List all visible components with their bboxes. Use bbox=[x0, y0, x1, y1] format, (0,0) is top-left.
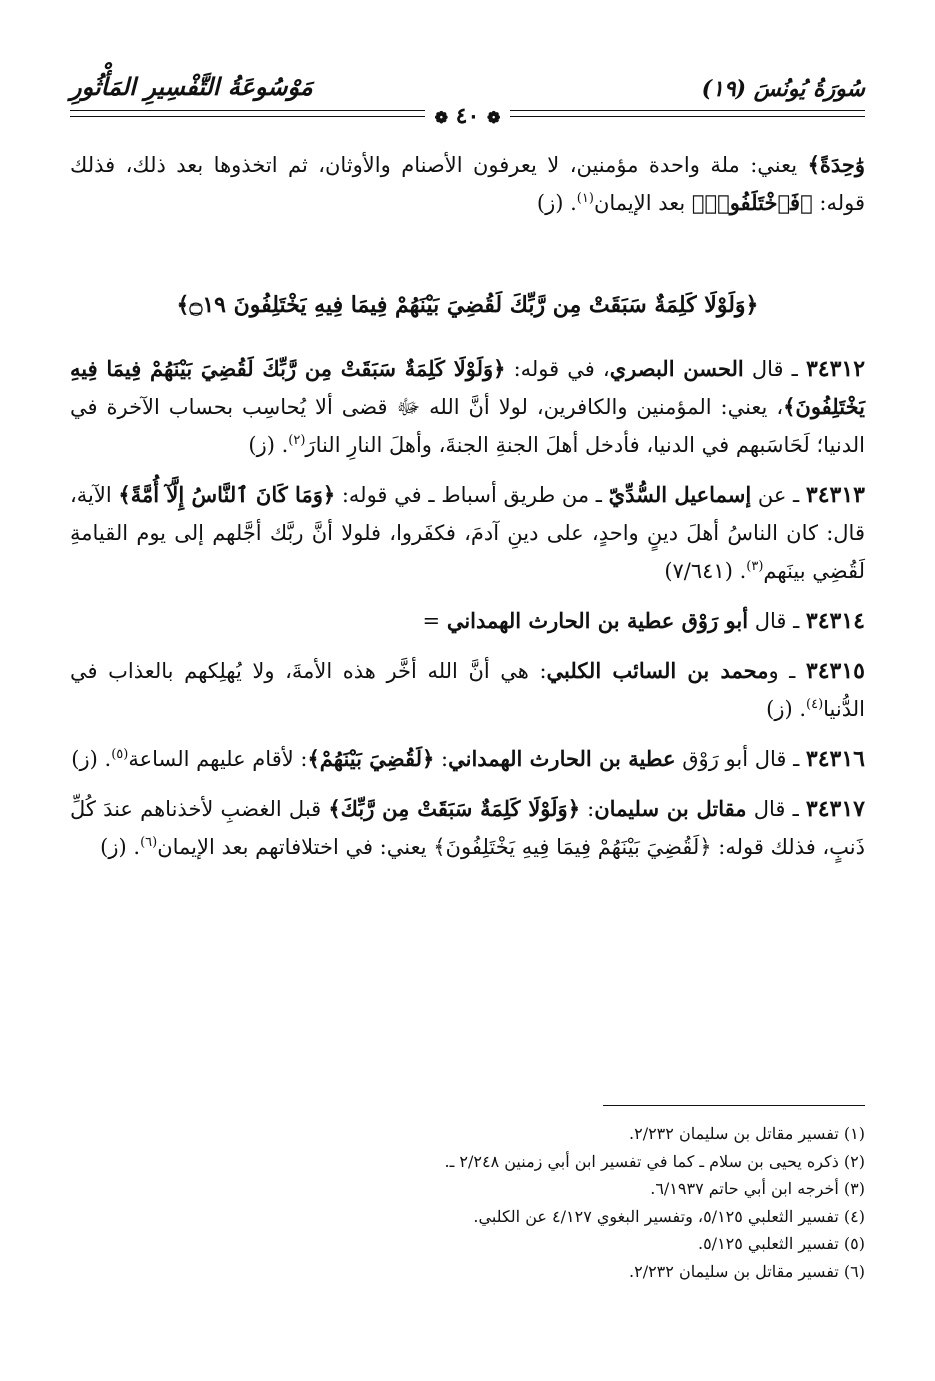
quran-quote: ﴿لَقُضِيَ بَيْنَهُمْ﴾ bbox=[307, 746, 435, 771]
quran-quote: ﴿وَمَا كَانَ ٱلنَّاسُ إِلَّآ أُمَّةً﴾ bbox=[118, 482, 336, 507]
entry-text: : هي أنَّ الله أخَّر هذه الأمةَ، ولا يُهلِكهم بالعذاب في الدُّنيا bbox=[70, 659, 865, 721]
page-number: ٤٠ bbox=[455, 103, 480, 129]
footnote: (٣) أخرجه ابن أبي حاتم ٦/١٩٣٧. bbox=[650, 1179, 865, 1198]
ayah-verse: ﴿وَلَوْلَا كَلِمَةٌ سَبَقَتْ مِن رَّبِّكَ لَقُضِيَ بَيْنَهُمْ فِيمَا فِيهِ يَخْتَلِفُونَ ۝١٩﴾ bbox=[176, 292, 759, 318]
hadith-entry bbox=[70, 652, 865, 728]
footnote: (١) تفسير مقاتل بن سليمان ٢/٢٣٢. bbox=[629, 1124, 865, 1143]
footnote-rule bbox=[603, 1105, 865, 1106]
footnote-marker: (٤) bbox=[806, 697, 824, 712]
surah-title: سُورَةُ يُونُسَ (١٩) bbox=[701, 76, 865, 102]
entry-lead: ـ عن bbox=[751, 483, 806, 507]
hadith-entry bbox=[70, 740, 865, 778]
narrator-name: مقاتل بن سليمان bbox=[594, 796, 747, 821]
entry-text: = bbox=[422, 609, 447, 633]
entry-number: ٣٤٣١٧ bbox=[805, 796, 865, 822]
footnote: (٢) ذكره يحيى بن سلام ـ كما في تفسير ابن أبي زمنين ٢/٢٤٨ ـ. bbox=[444, 1151, 865, 1171]
entry-text: ، يعني: المؤمنين والكافرين، لولا أنَّ الله ﷻ قضى ألا يُحاسِب بحساب الآخرة في الدنيا؛ لَحَاسَبهم في الدنيا، فأدخل أهلَ الجنةِ الجنةَ، وأهلَ النارِ النارَ bbox=[70, 395, 865, 457]
entry-text: . (ز) bbox=[766, 697, 807, 721]
book-title: مَوْسُوعَةُ التَّفْسِيرِ المَأْثُورِ bbox=[70, 72, 313, 101]
ornament-icon: ❁ bbox=[434, 108, 448, 127]
spacer bbox=[70, 590, 865, 602]
narrator-name: الحسن البصري bbox=[609, 356, 744, 381]
main-text bbox=[70, 146, 865, 866]
hadith-entry bbox=[70, 350, 865, 464]
entry-lead: ـ قال أبو رَوْق bbox=[675, 747, 806, 771]
intro-text-2: بعد الإيمان bbox=[593, 191, 692, 215]
entry-number: ٣٤٣١٤ bbox=[805, 608, 865, 634]
footnotes bbox=[70, 1120, 865, 1285]
entry-text: ـ من طريق أسباط ـ في قوله: bbox=[335, 483, 609, 507]
hadith-entry bbox=[70, 476, 865, 590]
narrator-name: أبو رَوْق عطية بن الحارث الهمداني bbox=[446, 608, 749, 633]
quran-quote: ﴿وَلَوْلَا كَلِمَةٌ سَبَقَتْ مِن رَّبِّكَ لَقُضِيَ بَيْنَهُمْ فِيمَا فِيهِ يَخْتَلِفُونَ﴾ bbox=[70, 356, 865, 419]
entry-text: : bbox=[434, 747, 449, 771]
page-number-wrap bbox=[70, 103, 865, 131]
narrator-name: إسماعيل السُّدِّيّ bbox=[608, 482, 752, 507]
spacer bbox=[70, 778, 865, 790]
entry-lead: ـ قال bbox=[746, 797, 806, 821]
entry-number: ٣٤٣١٢ bbox=[805, 356, 866, 382]
intro-paragraph bbox=[70, 146, 865, 222]
entry-text: الآية، قال: كان الناسُ أهلَ دينٍ واحدٍ، على دينِ آدمَ، فكفَروا، فلولا أنَّ ربَّك أجَّلهم إلى يوم القيامةِ لَقُضِي بينَهم bbox=[70, 483, 865, 583]
narrator-name: عطية بن الحارث الهمداني bbox=[448, 746, 676, 771]
entry-lead: ـ قال bbox=[748, 609, 806, 633]
footnote: (٥) تفسير الثعلبي ٥/١٢٥. bbox=[697, 1234, 865, 1253]
quran-quote: ﴿وَلَوْلَا كَلِمَةٌ سَبَقَتْ مِن رَّبِّكَ﴾ bbox=[328, 796, 580, 821]
spacer bbox=[70, 640, 865, 652]
book-page bbox=[70, 0, 865, 1381]
footnote-marker: (٣) bbox=[746, 559, 764, 574]
intro-text-3: . (ز) bbox=[536, 191, 577, 215]
entry-lead: ـ و bbox=[768, 659, 806, 683]
quran-quote: ﴿فَٱخْتَلَفُوا۟﴾ bbox=[691, 190, 813, 215]
entry-text: . (٧/٦٤١) bbox=[664, 559, 747, 583]
footnote: (٤) تفسير الثعلبي ٥/١٢٥، وتفسير البغوي ٤/١٢٧ عن الكلبي. bbox=[473, 1206, 865, 1226]
hadith-entry bbox=[70, 602, 865, 640]
footnote-marker: (٦) bbox=[140, 835, 158, 850]
spacer bbox=[70, 222, 865, 286]
footnote: (٦) تفسير مقاتل بن سليمان ٢/٢٣٢. bbox=[629, 1261, 865, 1281]
entry-number: ٣٤٣١٥ bbox=[805, 658, 865, 684]
intro-text-1: يعني: ملة واحدة مؤمنين، لا يعرفون الأصنام والأوثان، ثم اتخذوها بعد ذلك، فذلك قوله: bbox=[70, 153, 865, 215]
entry-text: . (ز) bbox=[71, 747, 112, 771]
narrator-name: محمد بن السائب الكلبي bbox=[546, 658, 769, 683]
page-number-box bbox=[425, 103, 511, 131]
spacer bbox=[70, 464, 865, 476]
quran-quote: وَٰحِدَةً﴾ bbox=[807, 152, 866, 177]
footnote-marker: (٥) bbox=[111, 747, 129, 762]
footnote-marker: (٢) bbox=[288, 433, 306, 448]
entry-text: : bbox=[580, 797, 595, 821]
entry-lead: ـ قال bbox=[743, 357, 806, 381]
entry-text: . (ز) bbox=[100, 835, 141, 859]
hadith-entry bbox=[70, 790, 865, 866]
entry-number: ٣٤٣١٦ bbox=[805, 746, 865, 772]
entry-number: ٣٤٣١٣ bbox=[805, 482, 865, 508]
spacer bbox=[70, 324, 865, 350]
entry-text: . (ز) bbox=[248, 433, 289, 457]
entry-text: ، في قوله: bbox=[505, 357, 610, 381]
spacer bbox=[70, 728, 865, 740]
entry-text: قبل الغضبِ لأخذناهم عندَ كُلِّ ذَنبٍ، فذلك قوله: ﴿لَقُضِيَ بَيْنَهُمْ فِيمَا فِيهِ يَخْتَلِفُونَ﴾ يعني: في اختلافاتهم بعد الإيمان bbox=[70, 797, 865, 859]
entry-text: : لأقام عليهم الساعة bbox=[128, 747, 308, 771]
footnote-marker: (١) bbox=[576, 191, 594, 206]
ornament-icon: ❁ bbox=[486, 108, 501, 127]
